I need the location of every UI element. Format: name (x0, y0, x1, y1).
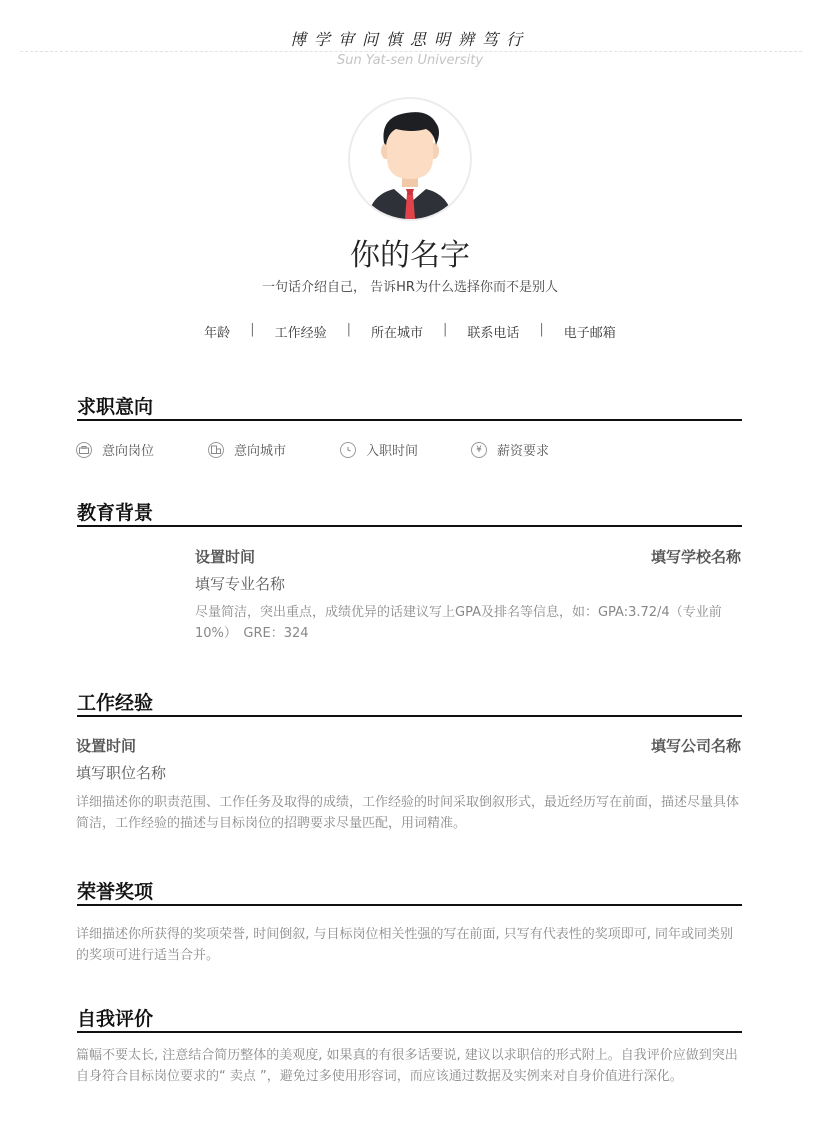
info-email: 电子邮箱 (563, 326, 616, 341)
clock-icon (340, 442, 356, 458)
intent-salary-label: 薪资要求 (497, 444, 550, 459)
candidate-tagline: 一句话介绍自己， 告诉HR为什么选择你而不是别人 (262, 280, 558, 295)
university-motto: 博学审问慎思明辨笃行 (289, 30, 530, 49)
section-divider (77, 525, 742, 527)
education-description: 尽量简洁，突出重点，成绩优异的话建议写上GPA及排名等信息，如：GPA:3.72/4（专业前10%） GRE：324 (195, 605, 722, 641)
education-school: 填写学校名称 (650, 548, 741, 566)
work-time: 设置时间 (76, 737, 137, 755)
briefcase-icon (76, 442, 92, 458)
basic-info-bar (0, 322, 820, 341)
section-title-job-intent: 求职意向 (77, 396, 154, 418)
section-divider (77, 1031, 742, 1033)
info-experience: 工作经验 (274, 326, 327, 341)
info-separator: | (443, 322, 448, 337)
education-major: 填写专业名称 (195, 575, 286, 593)
work-description: 详细描述你的职责范围、工作任务及取得的成绩，工作经验的时间采取倒叙形式，最近经历写在前面，描述尽量具体简洁，工作经验的描述与目标岗位的招聘要求尽量匹配，用词精准。 (76, 795, 740, 831)
info-city: 所在城市 (370, 326, 423, 341)
university-name: Sun Yat-sen University (336, 53, 484, 68)
intent-city-label: 意向城市 (234, 444, 287, 459)
info-separator: | (250, 322, 255, 337)
building-icon (208, 442, 224, 458)
info-phone: 联系电话 (467, 326, 520, 341)
honors-description: 详细描述你所获得的奖项荣誉, 时间倒叙, 与目标岗位相关性强的写在前面, 只写有代表性的奖项即可, 同年或同类别的奖项可进行适当合并。 (76, 927, 734, 963)
intent-city (208, 440, 286, 459)
info-separator: | (539, 322, 544, 337)
header-divider (20, 51, 802, 52)
info-age: 年龄 (204, 326, 231, 341)
section-title-self-evaluation: 自我评价 (77, 1008, 154, 1030)
self-evaluation-description: 篇幅不要太长, 注意结合简历整体的美观度, 如果真的有很多话要说, 建议以求职信的形式附上。自我评价应做到突出自身符合目标岗位要求的“ 卖点 ”，避免过多使用形容词，而应该通过数据及实例来对自身价值进行深化。 (76, 1048, 738, 1084)
work-position: 填写职位名称 (76, 764, 167, 782)
avatar-person-icon (350, 99, 470, 219)
intent-start-time (340, 440, 418, 459)
section-title-work: 工作经验 (77, 692, 154, 714)
section-divider (77, 904, 742, 906)
intent-position-label: 意向岗位 (102, 444, 155, 459)
intent-salary (471, 440, 549, 459)
section-divider (77, 419, 742, 421)
education-time: 设置时间 (195, 548, 256, 566)
section-divider (77, 715, 742, 717)
intent-start-time-label: 入职时间 (366, 444, 419, 459)
yen-icon: ¥ (471, 442, 487, 458)
work-company: 填写公司名称 (650, 737, 741, 755)
avatar (348, 97, 472, 221)
intent-position (76, 440, 154, 459)
info-separator: | (346, 322, 351, 337)
section-title-honors: 荣誉奖项 (77, 881, 154, 903)
candidate-name: 你的名字 (350, 238, 470, 273)
section-title-education: 教育背景 (77, 502, 154, 524)
